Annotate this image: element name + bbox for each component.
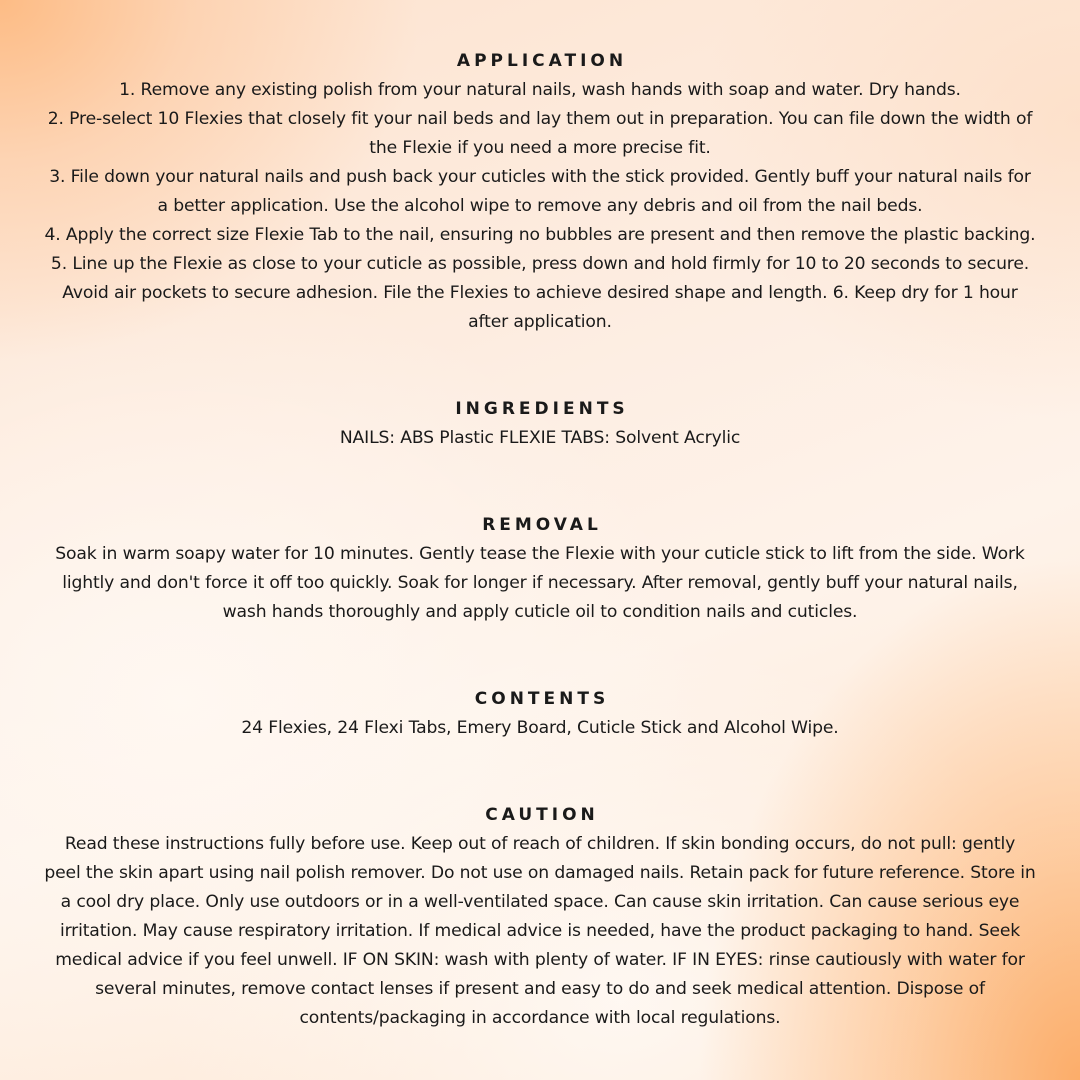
ingredients-section xyxy=(20,395,1060,453)
application-section xyxy=(20,47,1060,337)
application-line: 1. Remove any existing polish from your natural nails, wash hands with soap and water. Dry hands. xyxy=(119,80,961,100)
caution-line: Read these instructions fully before use. Keep out of reach of children. If skin bonding occurs, do not pull: gently xyxy=(64,834,1016,854)
removal-line: lightly and don't force it off too quickly. Soak for longer if necessary. After removal, gently buff your natural nails, xyxy=(62,573,1018,593)
removal-line: Soak in warm soapy water for 10 minutes. Gently tease the Flexie with your cuticle stick to lift from the side. Work xyxy=(55,544,1025,564)
caution-section xyxy=(20,801,1060,1033)
removal-section xyxy=(20,511,1060,627)
application-line: 4. Apply the correct size Flexie Tab to the nail, ensuring no bubbles are present and then remove the plastic backing. xyxy=(44,225,1036,245)
application-line: after application. xyxy=(468,312,612,332)
ingredients-heading: INGREDIENTS xyxy=(455,399,629,419)
application-heading: APPLICATION xyxy=(456,51,628,71)
caution-line: medical advice if you feel unwell. IF ON SKIN: wash with plenty of water. IF IN EYES: rinse cautiously with water for xyxy=(55,950,1025,970)
ingredients-text xyxy=(20,424,1060,453)
application-text xyxy=(20,76,1060,337)
application-line: 5. Line up the Flexie as close to your cuticle as possible, press down and hold firmly for 10 to 20 seconds to secure. xyxy=(50,254,1030,274)
ingredients-line: NAILS: ABS Plastic FLEXIE TABS: Solvent Acrylic xyxy=(339,428,741,448)
caution-text xyxy=(20,830,1060,1033)
caution-line: contents/packaging in accordance with local regulations. xyxy=(299,1008,781,1028)
caution-line: several minutes, remove contact lenses if present and easy to do and seek medical attention. Dispose of xyxy=(95,979,985,999)
contents-text xyxy=(20,714,1060,743)
application-line: 2. Pre-select 10 Flexies that closely fit your nail beds and lay them out in preparation. You can file down the width of xyxy=(47,109,1033,129)
caution-line: a cool dry place. Only use outdoors or in a well-ventilated space. Can cause skin irritation. Can cause serious eye xyxy=(60,892,1020,912)
application-line: 3. File down your natural nails and push back your cuticles with the stick provided. Gently buff your natural nails for xyxy=(49,167,1031,187)
caution-line: peel the skin apart using nail polish remover. Do not use on damaged nails. Retain pack for future reference. Store in xyxy=(44,863,1036,883)
contents-heading: CONTENTS xyxy=(474,689,610,709)
caution-line: irritation. May cause respiratory irritation. If medical advice is needed, have the product packaging to hand. Seek xyxy=(59,921,1021,941)
application-line: the Flexie if you need a more precise fit. xyxy=(369,138,711,158)
application-line: Avoid air pockets to secure adhesion. File the Flexies to achieve desired shape and length. 6. Keep dry for 1 hour xyxy=(62,283,1018,303)
caution-heading: CAUTION xyxy=(485,805,599,825)
contents-section xyxy=(20,685,1060,743)
removal-line: wash hands thoroughly and apply cuticle oil to condition nails and cuticles. xyxy=(222,602,858,622)
contents-line: 24 Flexies, 24 Flexi Tabs, Emery Board, Cuticle Stick and Alcohol Wipe. xyxy=(241,718,839,738)
removal-text xyxy=(20,540,1060,627)
removal-heading: REMOVAL xyxy=(482,515,602,535)
application-line: a better application. Use the alcohol wipe to remove any debris and oil from the nail beds. xyxy=(157,196,923,216)
